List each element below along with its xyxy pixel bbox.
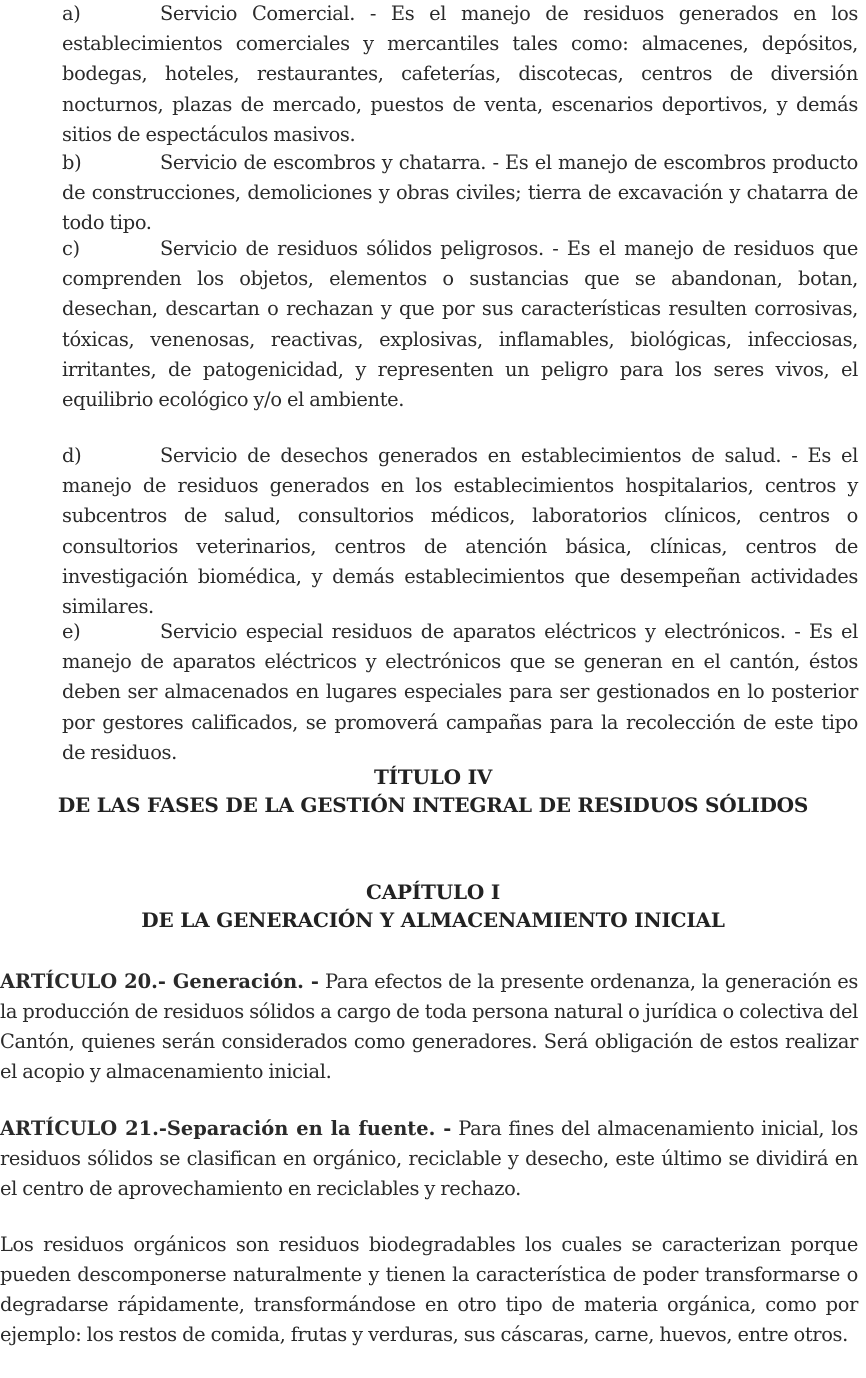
capitulo-heading [0, 878, 866, 934]
titulo-line2: DE LAS FASES DE LA GESTIÓN INTEGRAL DE RESIDUOS SÓLIDOS [57, 793, 809, 817]
titulo-heading [0, 763, 866, 819]
item-d-text: Servicio de desechos generados en establecimientos de salud. - Es el manejo de residuos generados en los establecimientos hospitalarios, centros y subcentros de salud, consultorios médicos, laboratorios clínicos, centros o consultorios veterinarios, centros de atención básica, clínicas, centros de investigación biomédica, y demás establecimientos que desempeñan actividades similares. [62, 444, 858, 619]
parrafo-organicos: Los residuos orgánicos son residuos biodegradables los cuales se caracterizan porque pueden descomponerse naturalmente y tienen la característica de poder transformarse o degradarse rápidamente, transformándose en otro tipo de materia orgánica, como por ejemplo: los restos de comida, frutas y verduras, sus cáscaras, carne, huevos, entre otros. [0, 1233, 858, 1346]
item-c-text: Servicio de residuos sólidos peligrosos. - Es el manejo de residuos que comprenden los objetos, elementos o sustancias que se abandonan, botan, desechan, descartan o rechazan y que por sus características resulten corrosivas, tóxicas, venenosas, reactivas, explosivas, inflamables, biológicas, infecciosas, irritantes, de patogenicidad, y representen un peligro para los seres vivos, el equilibrio ecológico y/o el ambiente. [62, 237, 858, 412]
item-e-label: e) [62, 620, 81, 643]
item-d [62, 441, 858, 622]
item-c [62, 234, 858, 415]
articulo-21-text: Para fines del almacenamiento inicial, los residuos sólidos se clasifican en orgánico, reciclable y desecho, este último se dividirá en el centro de aprovechamiento en reciclables y rechazo. [0, 1117, 858, 1200]
item-b-label: b) [62, 151, 82, 174]
item-e [62, 617, 858, 768]
item-b-text: Servicio de escombros y chatarra. - Es el manejo de escombros producto de construcciones, demoliciones y obras civiles; tierra de excavación y chatarra de todo tipo. [62, 151, 858, 235]
articulo-20 [0, 967, 858, 1087]
item-c-label: c) [62, 237, 80, 260]
articulo-21-heading: ARTÍCULO 21.-Separación en la fuente. - [0, 1117, 452, 1140]
articulo-20-text: Para efectos de la presente ordenanza, la generación es la producción de residuos sólidos a cargo de toda persona natural o jurídica o colectiva del Cantón, quienes serán considerados como generadores. Será obligación de estos realizar el acopio y almacenamiento inicial. [0, 970, 858, 1083]
item-b [62, 148, 858, 239]
item-a-text: Servicio Comercial. - Es el manejo de residuos generados en los establecimientos comerciales y mercantiles tales como: almacenes, depósitos, bodegas, hoteles, restaurantes, cafeterías, discotecas, centros de diversión nocturnos, plazas de mercado, puestos de venta, escenarios deportivos, y demás sitios de espectáculos masivos. [62, 2, 858, 146]
item-a [62, 0, 858, 150]
capitulo-line2: DE LA GENERACIÓN Y ALMACENAMIENTO INICIAL [141, 908, 725, 932]
titulo-line1: TÍTULO IV [373, 765, 493, 789]
item-d-label: d) [62, 444, 82, 467]
item-a-label: a) [62, 2, 81, 25]
item-e-text: Servicio especial residuos de aparatos eléctricos y electrónicos. - Es el manejo de aparatos eléctricos y electrónicos que se generan en el cantón, éstos deben ser almacenados en lugares especiales para ser gestionados en lo posterior por gestores calificados, se promoverá campañas para la recolección de este tipo de residuos. [62, 620, 858, 764]
articulo-21 [0, 1114, 858, 1204]
articulo-20-heading: ARTÍCULO 20.- Generación. - [0, 970, 319, 993]
capitulo-line1: CAPÍTULO I [366, 880, 500, 904]
